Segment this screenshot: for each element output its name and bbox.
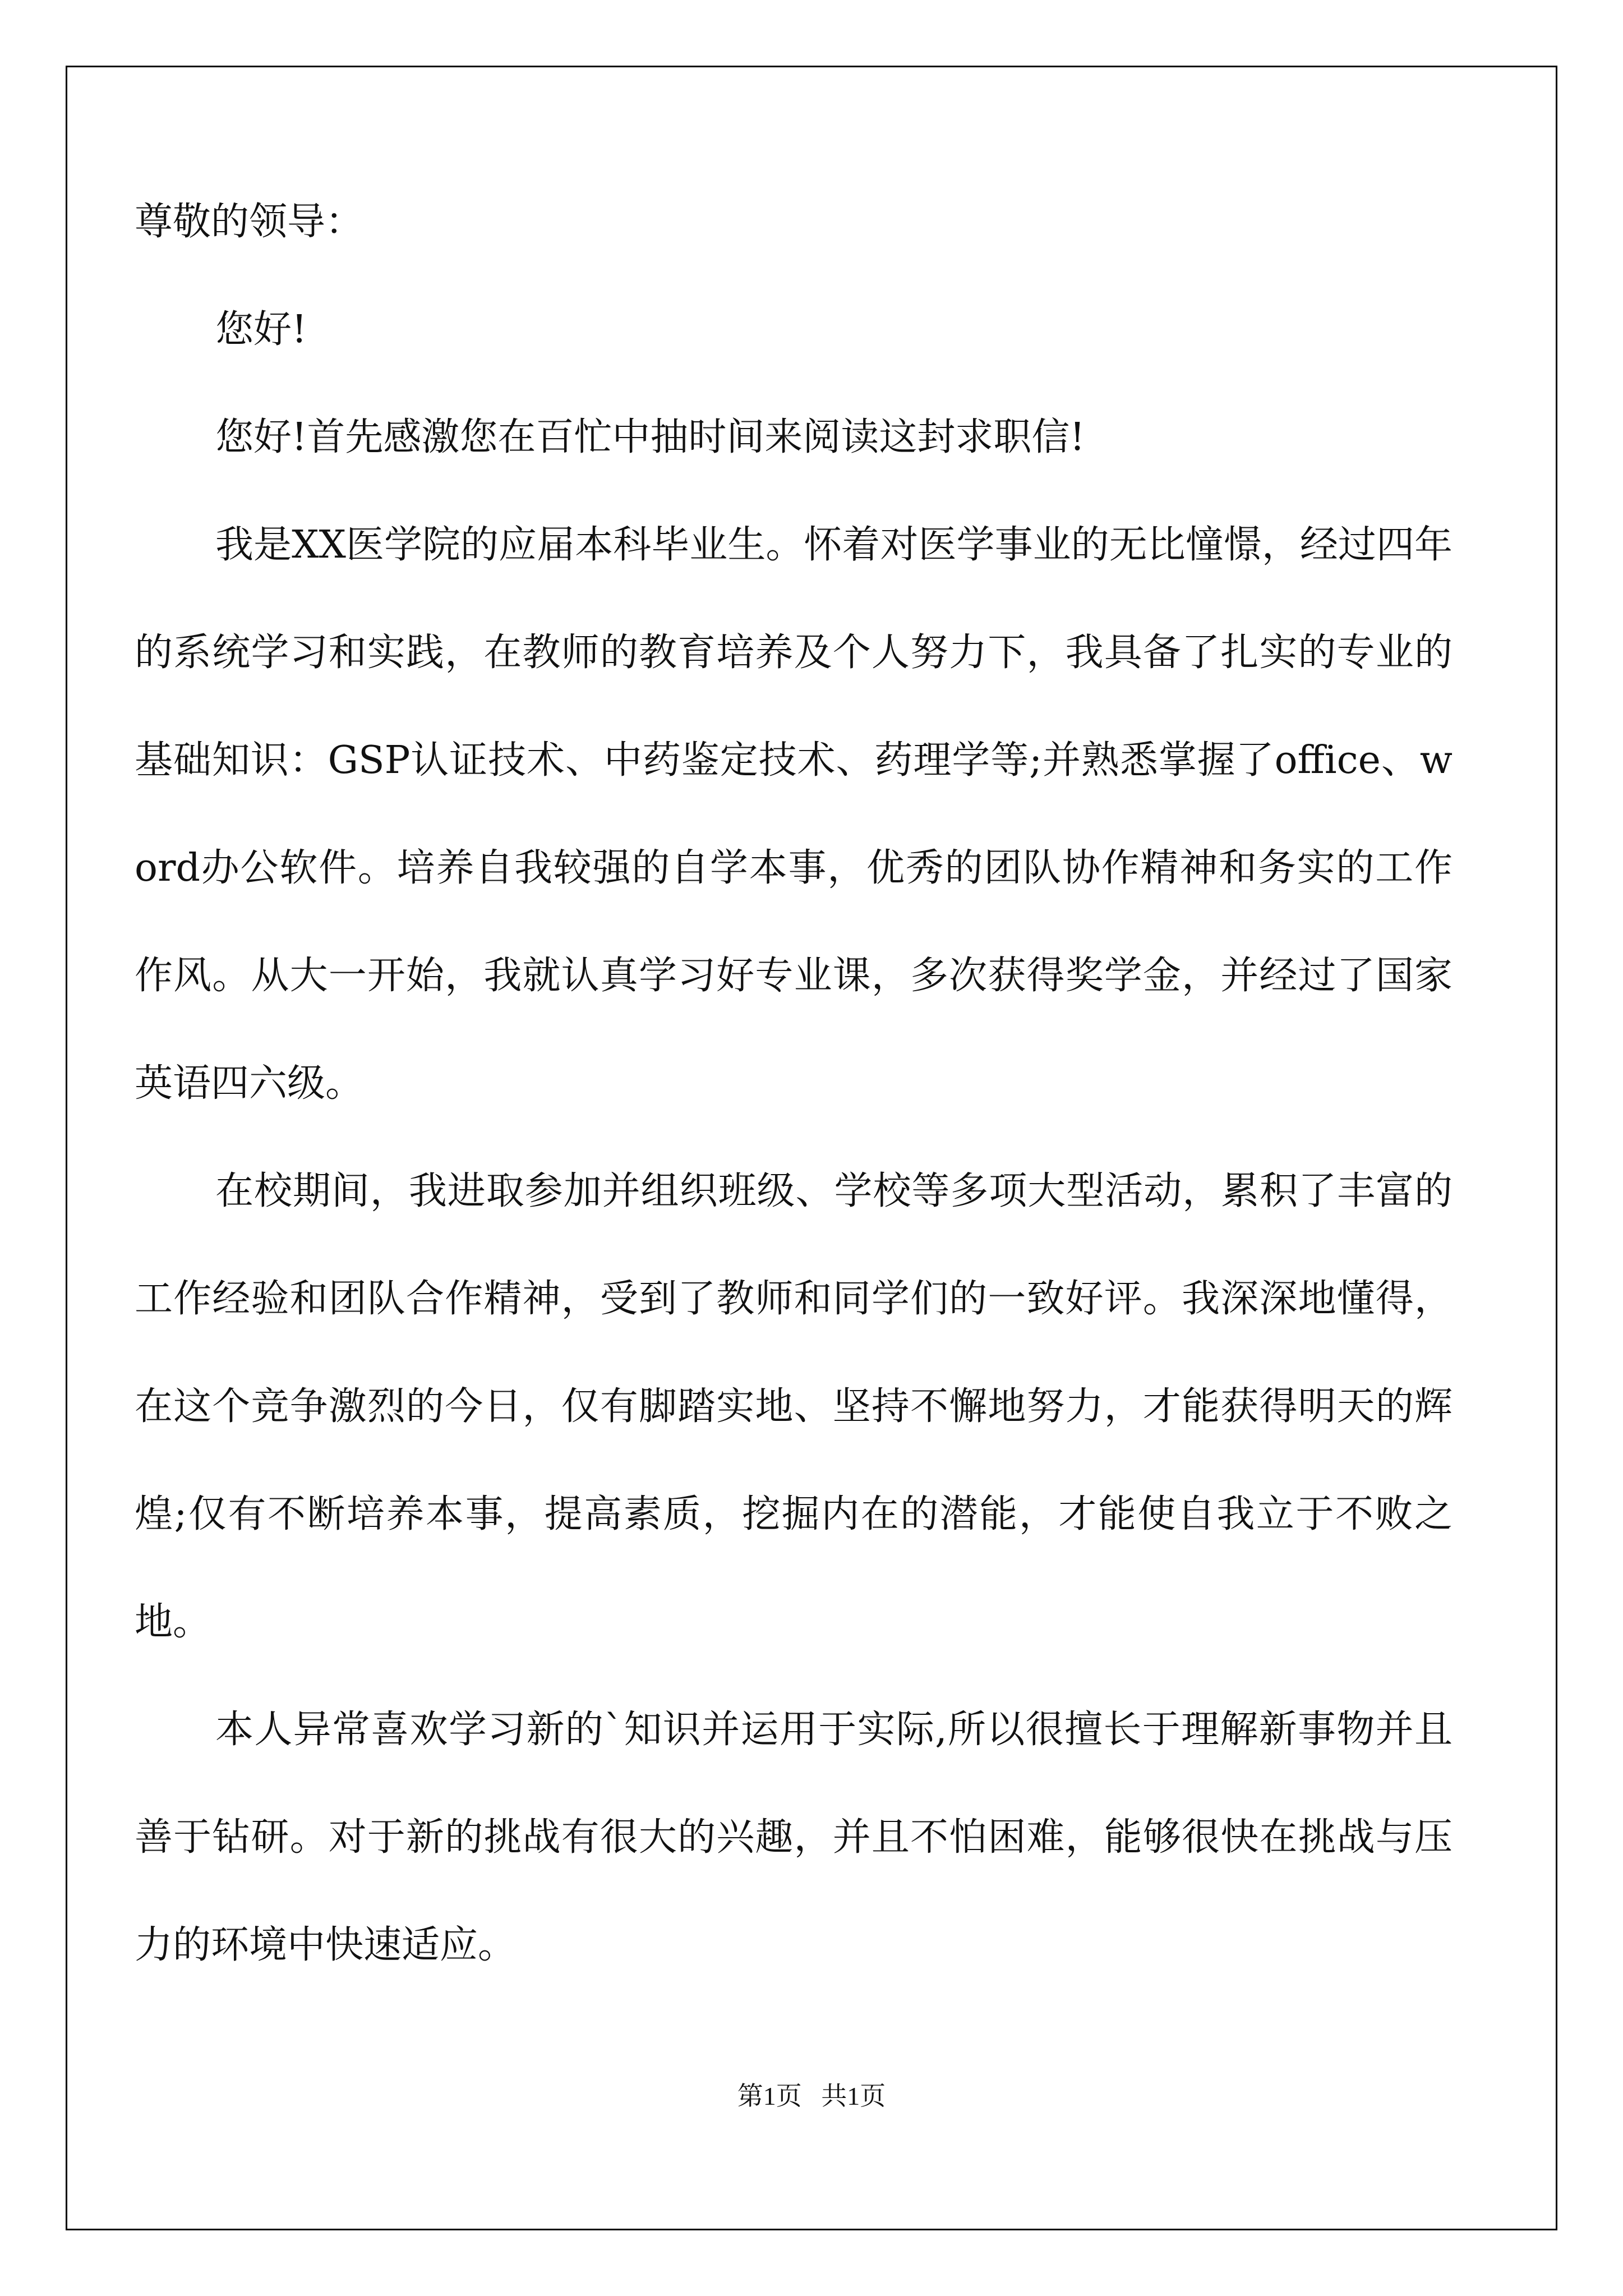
salutation: 尊敬的领导： [135,200,364,244]
paragraph-activities: 在校期间，我进取参加并组织班级、学校等多项大型活动，累积了丰富的工作经验和团队合作精神，受到了教师和同学们的一致好评。我深深地懂得，在这个竞争激烈的今日，仅有脚踏实地、坚持不懈地努力，才能获得明天的辉煌;仅有不断培养本事，提高素质，挖掘内在的潜能，才能使自我立于不败之地。 [135,1169,1453,1644]
page-number-footer: 第1页 共1页 [737,2082,886,2110]
paragraph-learning: 本人异常喜欢学习新的`知识并运用于实际,所以很擅长于理解新事物并且善于钻研。对于新的挑战有很大的兴趣，并且不怕困难，能够很快在挑战与压力的环境中快速适应。 [135,1708,1453,1967]
paragraph-education: 我是XX医学院的应届本科毕业生。怀着对医学事业的无比憧憬，经过四年的系统学习和实践，在教师的教育培养及个人努力下，我具备了扎实的专业的基础知识：GSP认证技术、中药鉴定技术、药理学等;并熟悉掌握了office、word办公软件。培养自我较强的自学本事，优秀的团队协作精神和务实的工作作风。从大一开始，我就认真学习好专业课，多次获得奖学金，并经过了国家英语四六级。 [135,523,1453,1106]
letter-body [135,168,1453,1999]
paragraph-thanks: 您好!首先感激您在百忙中抽时间来阅读这封求职信! [215,415,1085,459]
paragraph-greeting: 您好! [215,307,307,352]
